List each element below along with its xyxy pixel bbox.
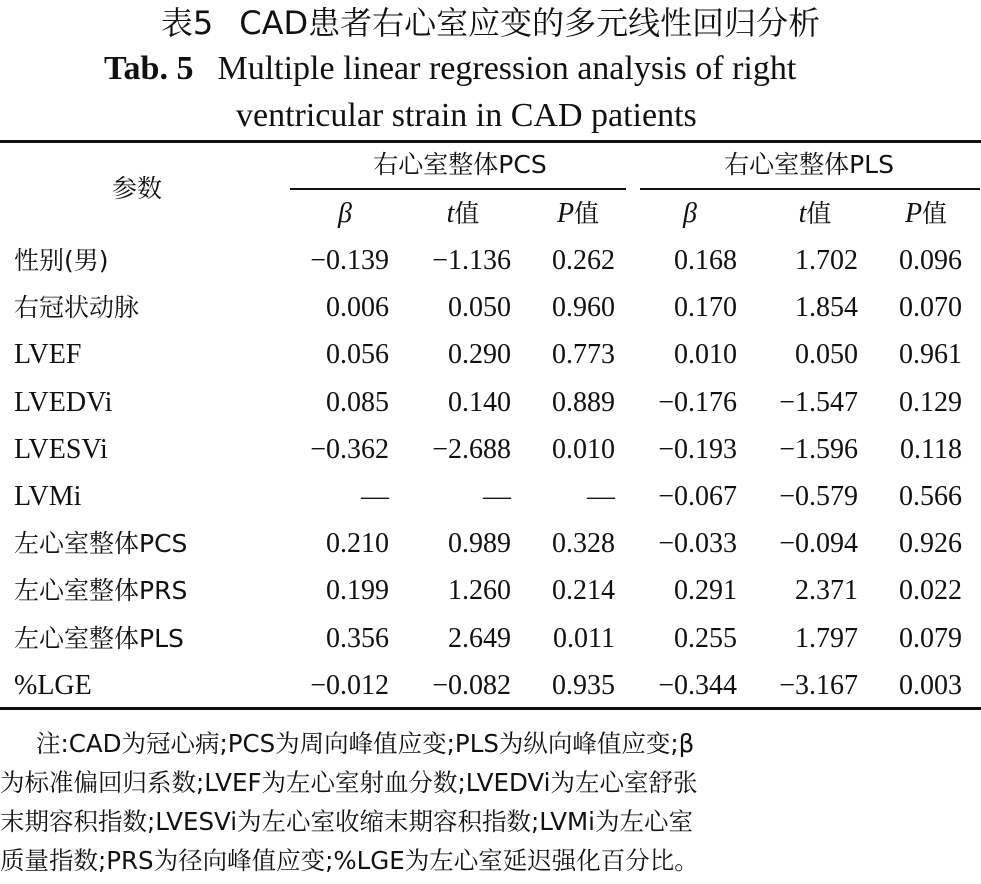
row-7-col-2: 0.214 xyxy=(552,575,615,607)
subheader-symbol: β xyxy=(683,198,697,229)
row-9-col-1: −0.082 xyxy=(432,669,511,701)
subheader-symbol: P xyxy=(556,198,575,229)
subheader-1 xyxy=(413,197,513,231)
row-3-param: LVEDVi xyxy=(14,386,113,418)
row-7-col-4: 2.371 xyxy=(795,575,858,607)
row-9-col-3: −0.344 xyxy=(658,669,737,701)
row-5-col-2: — xyxy=(587,481,615,512)
row-4-col-5: 0.118 xyxy=(900,433,962,465)
caption-zh-number: 表5 xyxy=(160,4,214,42)
row-2-col-3: 0.010 xyxy=(674,339,737,371)
row-6-col-5: 0.926 xyxy=(899,528,962,560)
row-8-param: 左心室整体PLS xyxy=(14,623,184,653)
row-1-col-5: 0.070 xyxy=(899,292,962,324)
row-0-col-4: 1.702 xyxy=(795,245,858,276)
row-5-col-0: — xyxy=(361,481,389,512)
row-8-col-4: 1.797 xyxy=(795,622,858,654)
row-8-col-3: 0.255 xyxy=(674,622,737,654)
caption-zh xyxy=(0,0,981,46)
row-6-param: 左心室整体PCS xyxy=(14,529,188,559)
subheader-symbol: β xyxy=(338,198,352,229)
table-bottom-rule xyxy=(0,707,981,710)
row-2-col-1: 0.290 xyxy=(448,339,511,371)
row-1-col-0: 0.006 xyxy=(326,292,389,324)
row-5-col-4: −0.579 xyxy=(779,481,858,512)
row-4-col-4: −1.596 xyxy=(779,433,858,465)
row-4-col-1: −2.688 xyxy=(432,433,511,465)
row-0-param: 性别(男) xyxy=(14,246,109,275)
row-2-col-2: 0.773 xyxy=(552,339,615,371)
group-header-pcs: 右心室整体PCS xyxy=(373,150,547,179)
param-header: 参数 xyxy=(112,174,163,203)
subheader-3 xyxy=(640,197,740,231)
table-note xyxy=(0,724,981,880)
subheader-2 xyxy=(528,197,628,231)
row-2-col-4: 0.050 xyxy=(795,339,858,371)
pls-group-rule xyxy=(640,188,980,190)
row-3-col-1: 0.140 xyxy=(448,386,511,418)
row-8-col-0: 0.356 xyxy=(326,622,389,654)
row-3-col-0: 0.085 xyxy=(326,386,389,418)
subheader-suffix: 值 xyxy=(454,199,480,228)
row-6-col-1: 0.989 xyxy=(448,528,511,560)
subheader-suffix: 值 xyxy=(574,199,600,228)
row-9-col-4: −3.167 xyxy=(779,669,858,701)
row-0-col-5: 0.096 xyxy=(899,245,962,276)
row-1-col-3: 0.170 xyxy=(674,292,737,324)
subheader-symbol: t xyxy=(798,198,807,229)
subheader-4 xyxy=(765,197,865,231)
row-9-col-0: −0.012 xyxy=(310,669,389,701)
subheader-0 xyxy=(295,197,395,231)
row-8-col-2: 0.011 xyxy=(553,622,615,654)
row-9-col-5: 0.003 xyxy=(899,669,962,701)
row-1-col-1: 0.050 xyxy=(448,292,511,324)
pcs-group-rule xyxy=(290,188,626,190)
row-5-col-3: −0.067 xyxy=(658,481,737,512)
row-1-param: 右冠状动脉 xyxy=(14,293,140,323)
row-4-col-3: −0.193 xyxy=(658,433,737,465)
row-0-col-1: −1.136 xyxy=(432,245,511,276)
row-8-col-5: 0.079 xyxy=(899,622,962,654)
row-3-col-2: 0.889 xyxy=(552,386,615,418)
row-4-param: LVESVi xyxy=(14,433,108,465)
row-6-col-4: −0.094 xyxy=(779,528,858,560)
row-4-col-2: 0.010 xyxy=(552,433,615,465)
caption-en-number: Tab. 5 xyxy=(104,50,194,87)
row-9-param: %LGE xyxy=(14,669,92,701)
note-line-2: 为标准偏回归系数;LVEF为左心室射血分数;LVEDVi为左心室舒张 xyxy=(0,768,698,797)
subheader-5 xyxy=(876,197,976,231)
caption-zh-title: CAD患者右心室应变的多元线性回归分析 xyxy=(239,4,821,42)
row-1-col-4: 1.854 xyxy=(795,292,858,324)
row-7-col-5: 0.022 xyxy=(899,575,962,607)
subheader-symbol: t xyxy=(446,198,455,229)
row-6-col-2: 0.328 xyxy=(552,528,615,560)
row-2-param: LVEF xyxy=(14,339,82,371)
row-3-col-3: −0.176 xyxy=(658,386,737,418)
row-3-col-4: −1.547 xyxy=(779,386,858,418)
row-7-param: 左心室整体PRS xyxy=(14,576,188,606)
row-0-col-3: 0.168 xyxy=(674,245,737,276)
table-top-rule xyxy=(0,140,981,143)
row-5-col-1: — xyxy=(483,481,511,512)
group-header-pls: 右心室整体PLS xyxy=(724,150,894,179)
subheader-suffix: 值 xyxy=(806,199,832,228)
row-8-col-1: 2.649 xyxy=(448,622,511,654)
caption-en-line2: ventricular strain in CAD patients xyxy=(236,97,697,134)
row-1-col-2: 0.960 xyxy=(552,292,615,324)
note-line-1: 注:CAD为冠心病;PCS为周向峰值应变;PLS为纵向峰值应变;β xyxy=(36,729,695,758)
caption-en-line1 xyxy=(104,49,796,89)
row-0-col-2: 0.262 xyxy=(552,245,615,276)
row-0-col-0: −0.139 xyxy=(310,245,389,276)
row-7-col-0: 0.199 xyxy=(326,575,389,607)
caption-en-title-1: Multiple linear regression analysis of right xyxy=(217,50,797,87)
note-line-4: 质量指数;PRS为径向峰值应变;%LGE为左心室延迟强化百分比。 xyxy=(0,846,699,875)
row-5-col-5: 0.566 xyxy=(899,481,962,512)
row-4-col-0: −0.362 xyxy=(310,433,389,465)
row-5-param: LVMi xyxy=(14,481,82,512)
row-6-col-3: −0.033 xyxy=(658,528,737,560)
row-7-col-1: 1.260 xyxy=(448,575,511,607)
row-2-col-5: 0.961 xyxy=(899,339,962,371)
row-6-col-0: 0.210 xyxy=(326,528,389,560)
row-3-col-5: 0.129 xyxy=(899,386,962,418)
row-7-col-3: 0.291 xyxy=(674,575,737,607)
row-9-col-2: 0.935 xyxy=(552,669,615,701)
subheader-symbol: P xyxy=(904,198,923,229)
note-line-3: 末期容积指数;LVESVi为左心室收缩末期容积指数;LVMi为左心室 xyxy=(0,807,693,836)
subheader-suffix: 值 xyxy=(922,199,948,228)
row-2-col-0: 0.056 xyxy=(326,339,389,371)
